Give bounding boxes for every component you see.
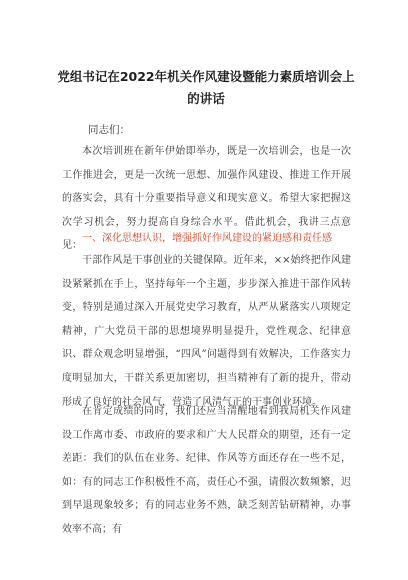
document-title: 党组书记在2022年机关作风建设暨能力素质培训会上的讲话 xyxy=(57,69,355,106)
paragraph-shortcomings: 在肯定成绩的同时，我们还应当清醒地看到我局机关作风建设工作离市委、市政府的要求和广大人民群众的期望，还有一定差距：我们的队伍在业务、纪律、作风等方面还存在一些不足，如：有的同志工作积极性不高，责任心不强，请假次数频繁，迟到早退现象较多；有的同志业务不熟，缺乏刻苦钻研精神，办事效率不高；有 xyxy=(62,406,351,535)
salutation: 同志们： xyxy=(88,124,130,136)
section-heading: 一、深化思想认识，增强抓好作风建设的紧迫感和责任感 xyxy=(82,233,332,244)
paragraph-achievements: 干部作风是干事创业的关键保障。近年来，××始终把作风建设紧紧抓在手上，坚持每年一个主题，步步深入推进干部作风转变，特别是通过深入开展党史学习教育，从严从紧落实八项规定精神，广大党员干部的思想境界明显提升，党性观念、纪律意识、群众观念明显增强，“四风”问题得到有效解决，工作落实力度明显加大，干群关系更加密切，担当精神有了新的提升，带动形成了良好的社会风气，营造了风清气正的干事创业环境。 xyxy=(62,255,351,408)
paragraph-intro: 本次培训班在新年伊始即举办，既是一次培训会，也是一次工作推进会，更是一次统一思想、加强作风建设、推进工作开展的落实会，具有十分重要指导意义和现实意义。希望大家把握这次学习机会，努力提高自身综合水平。借此机会，我讲三点意见： xyxy=(62,146,351,252)
